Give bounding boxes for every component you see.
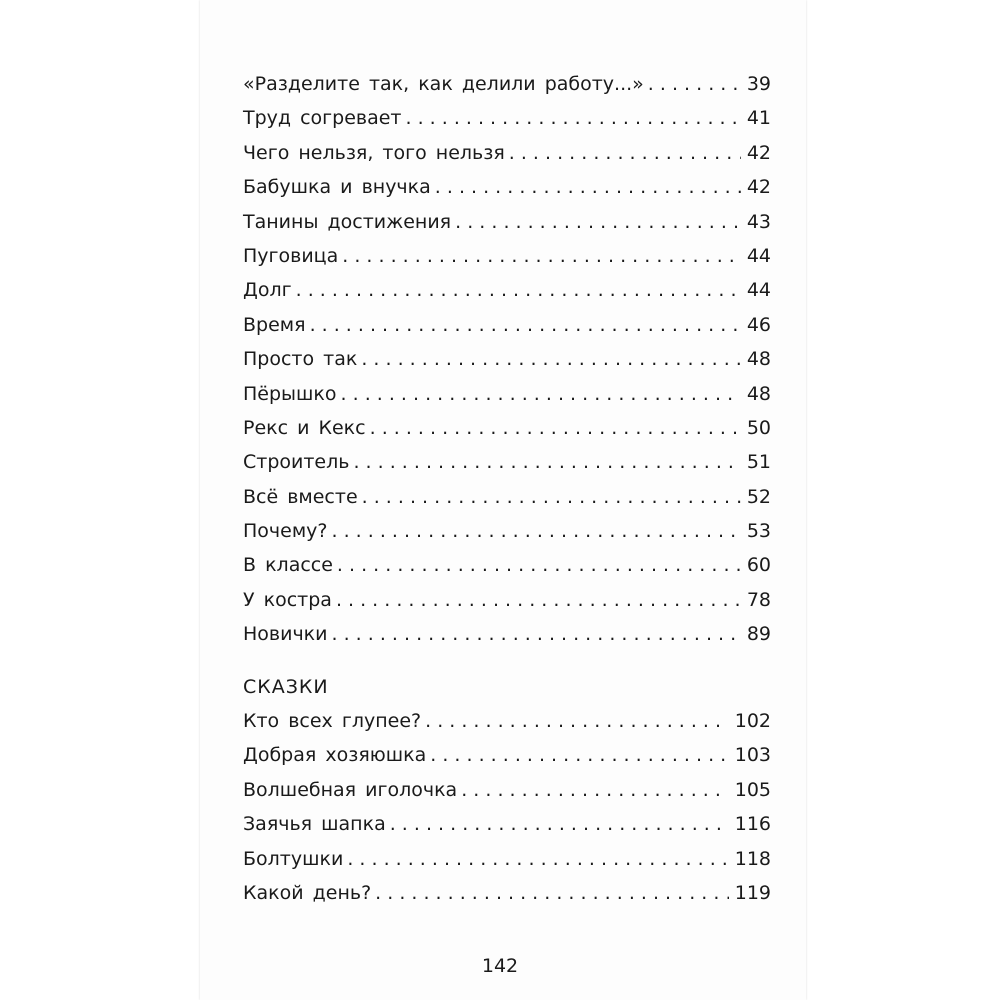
toc-entry-page: 43 bbox=[746, 210, 771, 233]
dot-leader bbox=[425, 704, 729, 738]
dot-leader bbox=[461, 773, 729, 807]
toc-entry-title: Какой день? bbox=[243, 881, 372, 904]
toc-entry-title: Рекс и Кекс bbox=[243, 416, 366, 439]
dot-leader bbox=[361, 342, 740, 376]
toc-entry-page: 119 bbox=[734, 881, 771, 904]
toc-entry-title: Строитель bbox=[243, 451, 350, 474]
toc-entry bbox=[243, 273, 771, 307]
toc-entry-page: 42 bbox=[746, 176, 771, 199]
toc-entry-page: 52 bbox=[746, 485, 771, 508]
toc-entry bbox=[243, 876, 771, 910]
dot-leader bbox=[435, 170, 741, 204]
toc-entry-title: У костра bbox=[243, 588, 332, 611]
toc-entry-title: Заячья шапка bbox=[243, 813, 386, 836]
toc-entry-title: Кто всех глупее? bbox=[243, 710, 422, 733]
toc-entry-page: 102 bbox=[734, 710, 771, 733]
toc-entry bbox=[243, 514, 771, 548]
dot-leader bbox=[342, 239, 741, 273]
dot-leader bbox=[341, 377, 741, 411]
toc-entry-title: Просто так bbox=[243, 348, 358, 371]
toc-entry-title: Добрая хозяюшка bbox=[243, 744, 427, 767]
toc-entry-page: 53 bbox=[746, 520, 771, 543]
toc-entry-title: Почему? bbox=[243, 520, 328, 543]
toc-entry bbox=[243, 342, 771, 376]
toc-entry-title: Время bbox=[243, 313, 306, 336]
toc-entry bbox=[243, 480, 771, 514]
toc-list-fairy-tales bbox=[243, 704, 771, 910]
toc-entry bbox=[243, 67, 771, 101]
toc-entry bbox=[243, 205, 771, 239]
toc-list-stories bbox=[243, 67, 771, 652]
dot-leader bbox=[296, 273, 741, 307]
dot-leader bbox=[336, 583, 741, 617]
toc-entry bbox=[243, 170, 771, 204]
toc-entry-page: 78 bbox=[746, 588, 771, 611]
toc-entry-title: Болтушки bbox=[243, 847, 344, 870]
toc-entry bbox=[243, 308, 771, 342]
page-number: 142 bbox=[481, 955, 519, 977]
toc-entry-page: 41 bbox=[746, 107, 771, 130]
dot-leader bbox=[375, 876, 729, 910]
toc-entry-page: 46 bbox=[746, 313, 771, 336]
dot-leader bbox=[353, 445, 740, 479]
toc-entry-title: Труд согревает bbox=[243, 107, 402, 130]
toc-entry bbox=[243, 548, 771, 582]
toc-entry-page: 103 bbox=[734, 744, 771, 767]
toc-entry-page: 50 bbox=[746, 416, 771, 439]
toc-entry bbox=[243, 807, 771, 841]
toc-entry-page: 116 bbox=[734, 813, 771, 836]
toc-entry bbox=[243, 101, 771, 135]
toc-entry-page: 39 bbox=[746, 73, 771, 95]
toc-entry-title: Новички bbox=[243, 623, 328, 646]
table-of-contents bbox=[243, 67, 771, 910]
dot-leader bbox=[332, 617, 741, 651]
dot-leader bbox=[362, 480, 741, 514]
toc-entry-title: Волшебная иголочка bbox=[243, 778, 458, 801]
dot-leader bbox=[370, 411, 741, 445]
toc-entry-page: 44 bbox=[746, 244, 771, 267]
toc-entry bbox=[243, 377, 771, 411]
toc-entry bbox=[243, 773, 771, 807]
toc-entry bbox=[243, 411, 771, 445]
dot-leader bbox=[648, 67, 741, 101]
toc-entry-page: 51 bbox=[746, 451, 771, 474]
toc-entry-title: Чего нельзя, того нельзя bbox=[243, 141, 505, 164]
toc-entry-page: 42 bbox=[746, 141, 771, 164]
toc-entry-title: В классе bbox=[243, 554, 333, 577]
toc-entry-title: Пёрышко bbox=[243, 382, 337, 405]
toc-entry-title: Долг bbox=[243, 279, 292, 302]
section-heading: СКАЗКИ bbox=[243, 675, 329, 698]
toc-entry-page: 118 bbox=[734, 847, 771, 870]
toc-entry bbox=[243, 445, 771, 479]
dot-leader bbox=[406, 101, 741, 135]
toc-entry bbox=[243, 738, 771, 772]
toc-entry-title: Танины достижения bbox=[243, 210, 452, 233]
toc-entry bbox=[243, 842, 771, 876]
toc-entry-page: 44 bbox=[746, 279, 771, 302]
toc-entry-title: «Разделите так, как делили работу...» bbox=[243, 73, 644, 95]
dot-leader bbox=[430, 738, 728, 772]
toc-entry-page: 48 bbox=[746, 348, 771, 371]
toc-entry bbox=[243, 239, 771, 273]
dot-leader bbox=[390, 807, 729, 841]
dot-leader bbox=[347, 842, 728, 876]
toc-entry bbox=[243, 704, 771, 738]
toc-entry bbox=[243, 617, 771, 651]
toc-entry-title: Пуговица bbox=[243, 244, 339, 267]
toc-entry-page: 48 bbox=[746, 382, 771, 405]
toc-entry bbox=[243, 583, 771, 617]
dot-leader bbox=[509, 136, 741, 170]
toc-entry-page: 89 bbox=[746, 623, 771, 646]
toc-entry-title: Бабушка и внучка bbox=[243, 176, 431, 199]
dot-leader bbox=[332, 514, 741, 548]
dot-leader bbox=[310, 308, 741, 342]
toc-entry-title: Всё вместе bbox=[243, 485, 358, 508]
toc-entry-page: 105 bbox=[734, 778, 771, 801]
dot-leader bbox=[455, 205, 741, 239]
toc-entry-page: 60 bbox=[746, 554, 771, 577]
dot-leader bbox=[337, 548, 741, 582]
toc-entry bbox=[243, 136, 771, 170]
